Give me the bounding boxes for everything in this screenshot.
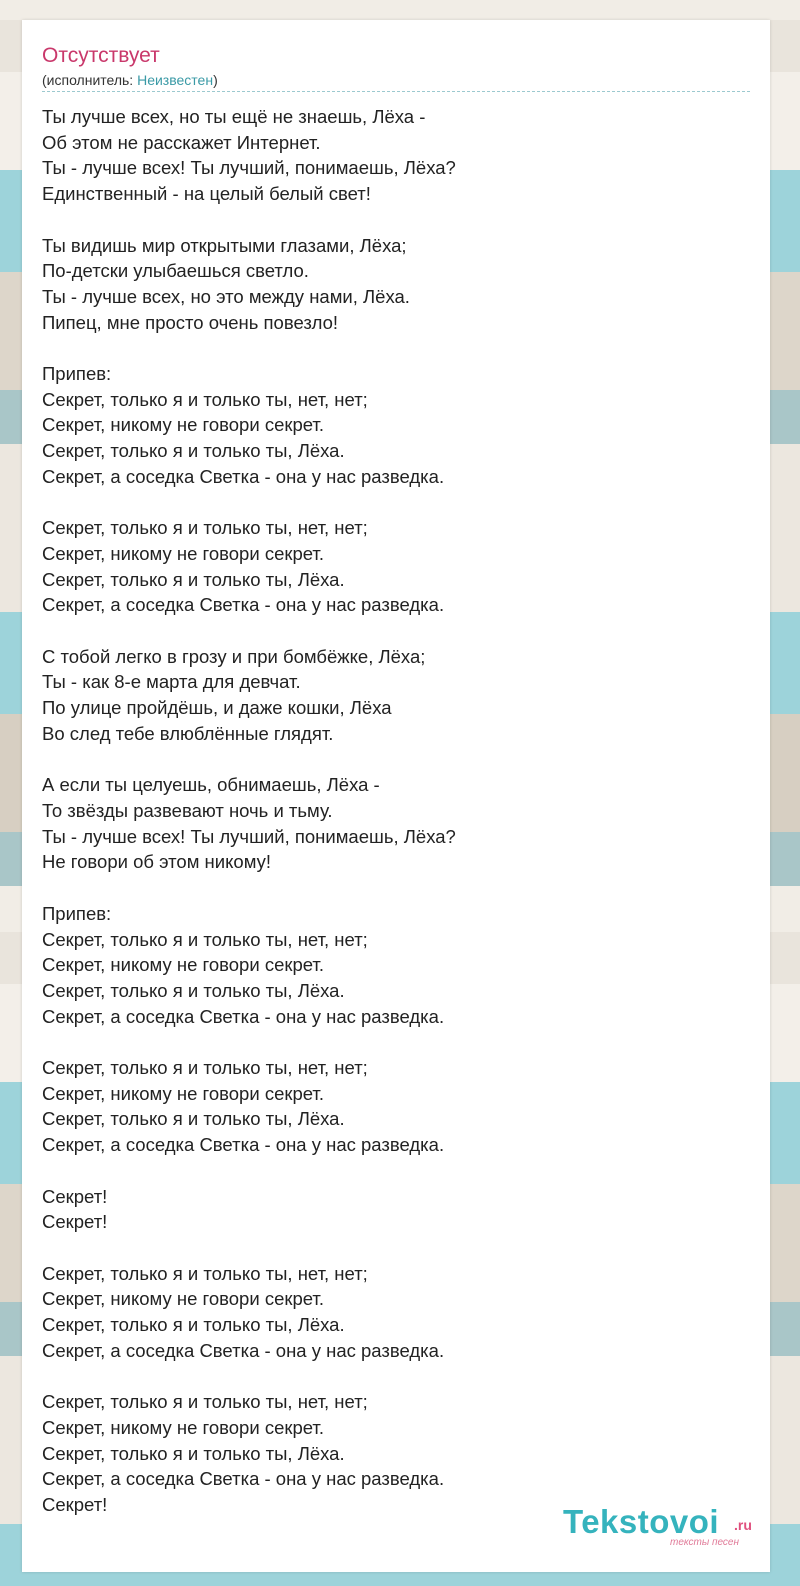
lyrics-line: А если ты целуешь, обнимаешь, Лёха - xyxy=(42,774,380,796)
lyrics-line: Пипец, мне просто очень повезло! xyxy=(42,311,339,333)
lyrics-blank-line xyxy=(42,207,750,233)
lyrics-line: Секрет, только я и только ты, нет, нет; xyxy=(42,388,368,410)
lyrics-line: Секрет, никому не говори секрет. xyxy=(42,1082,324,1104)
lyrics-line: Секрет, а соседка Светка - она у нас разведка. xyxy=(42,1134,445,1156)
lyrics-line: Секрет! xyxy=(42,1493,108,1515)
lyrics-blank-line xyxy=(42,335,750,361)
lyrics-line: Секрет, никому не говори секрет. xyxy=(42,414,324,436)
song-header xyxy=(42,42,750,89)
lyrics-line: Ты - лучше всех, но это между нами, Лёха. xyxy=(42,285,410,307)
artist-link[interactable]: Неизвестен xyxy=(137,72,214,88)
lyrics-line: По-детски улыбаешься светло. xyxy=(42,260,309,282)
lyrics-line: Секрет, только я и только ты, Лёха. xyxy=(42,1314,345,1336)
lyrics-line: Секрет, только я и только ты, Лёха. xyxy=(42,440,345,462)
header-divider xyxy=(42,91,750,92)
lyrics-blank-line xyxy=(42,1235,750,1261)
logo-name: Tekstovoi xyxy=(563,1503,720,1540)
lyrics-line: Припев: xyxy=(42,902,112,924)
lyrics-blank-line xyxy=(42,618,750,644)
artist-prefix: (исполнитель: xyxy=(42,72,138,88)
lyrics-line: Секрет, только я и только ты, нет, нет; xyxy=(42,1391,368,1413)
lyrics-line: Секрет, а соседка Светка - она у нас разведка. xyxy=(42,1468,445,1490)
lyrics-line: Секрет, только я и только ты, нет, нет; xyxy=(42,1057,368,1079)
lyrics-line: Секрет, только я и только ты, нет, нет; xyxy=(42,517,368,539)
lyrics-blank-line xyxy=(42,747,750,773)
lyrics-line: Припев: xyxy=(42,363,112,385)
lyrics-line: Секрет, только я и только ты, Лёха. xyxy=(42,1108,345,1130)
lyrics-line: Секрет, а соседка Светка - она у нас разведка. xyxy=(42,1339,445,1361)
site-logo[interactable] xyxy=(563,1502,763,1554)
artist-suffix: ) xyxy=(213,72,218,88)
lyrics-line: Секрет, никому не говори секрет. xyxy=(42,1416,324,1438)
lyrics-text xyxy=(42,104,750,1518)
lyrics-line: Секрет, только я и только ты, нет, нет; xyxy=(42,1262,368,1284)
lyrics-line: Секрет, а соседка Светка - она у нас разведка. xyxy=(42,465,445,487)
lyrics-line: Секрет, а соседка Светка - она у нас разведка. xyxy=(42,594,445,616)
logo-domain: .ru xyxy=(734,1517,752,1533)
lyrics-line: Единственный - на целый белый свет! xyxy=(42,183,371,205)
lyrics-blank-line xyxy=(42,1363,750,1389)
lyrics-card xyxy=(22,20,770,1572)
lyrics-blank-line xyxy=(42,1029,750,1055)
lyrics-line: Секрет, только я и только ты, Лёха. xyxy=(42,568,345,590)
lyrics-line: По улице пройдёшь, и даже кошки, Лёха xyxy=(42,697,392,719)
lyrics-line: Не говори об этом никому! xyxy=(42,851,272,873)
lyrics-line: Секрет, только я и только ты, нет, нет; xyxy=(42,928,368,950)
logo-tagline: тексты песен xyxy=(670,1537,739,1548)
lyrics-line: Секрет, только я и только ты, Лёха. xyxy=(42,979,345,1001)
artist-line xyxy=(42,71,750,89)
lyrics-line: Секрет! xyxy=(42,1211,108,1233)
lyrics-line: Ты - лучше всех! Ты лучший, понимаешь, Лёха? xyxy=(42,157,456,179)
lyrics-line: Ты - лучше всех! Ты лучший, понимаешь, Лёха? xyxy=(42,825,456,847)
lyrics-line: Ты лучше всех, но ты ещё не знаешь, Лёха - xyxy=(42,106,426,127)
song-title: Отсутствует xyxy=(42,44,160,67)
lyrics-line: Секрет! xyxy=(42,1185,108,1207)
lyrics-blank-line xyxy=(42,1158,750,1184)
lyrics-line: Ты - как 8-е марта для девчат. xyxy=(42,671,301,693)
lyrics-line: Секрет, никому не говори секрет. xyxy=(42,542,324,564)
lyrics-line: Секрет, а соседка Светка - она у нас разведка. xyxy=(42,1005,445,1027)
lyrics-blank-line xyxy=(42,490,750,516)
lyrics-line: То звёзды развевают ночь и тьму. xyxy=(42,799,333,821)
lyrics-line: С тобой легко в грозу и при бомбёжке, Лёха; xyxy=(42,645,426,667)
lyrics-line: Секрет, только я и только ты, Лёха. xyxy=(42,1442,345,1464)
lyrics-line: Во след тебе влюблённые глядят. xyxy=(42,722,334,744)
lyrics-line: Ты видишь мир открытыми глазами, Лёха; xyxy=(42,234,407,256)
lyrics-blank-line xyxy=(42,875,750,901)
lyrics-line: Секрет, никому не говори секрет. xyxy=(42,954,324,976)
lyrics-line: Секрет, никому не говори секрет. xyxy=(42,1288,324,1310)
lyrics-line: Об этом не расскажет Интернет. xyxy=(42,131,321,153)
